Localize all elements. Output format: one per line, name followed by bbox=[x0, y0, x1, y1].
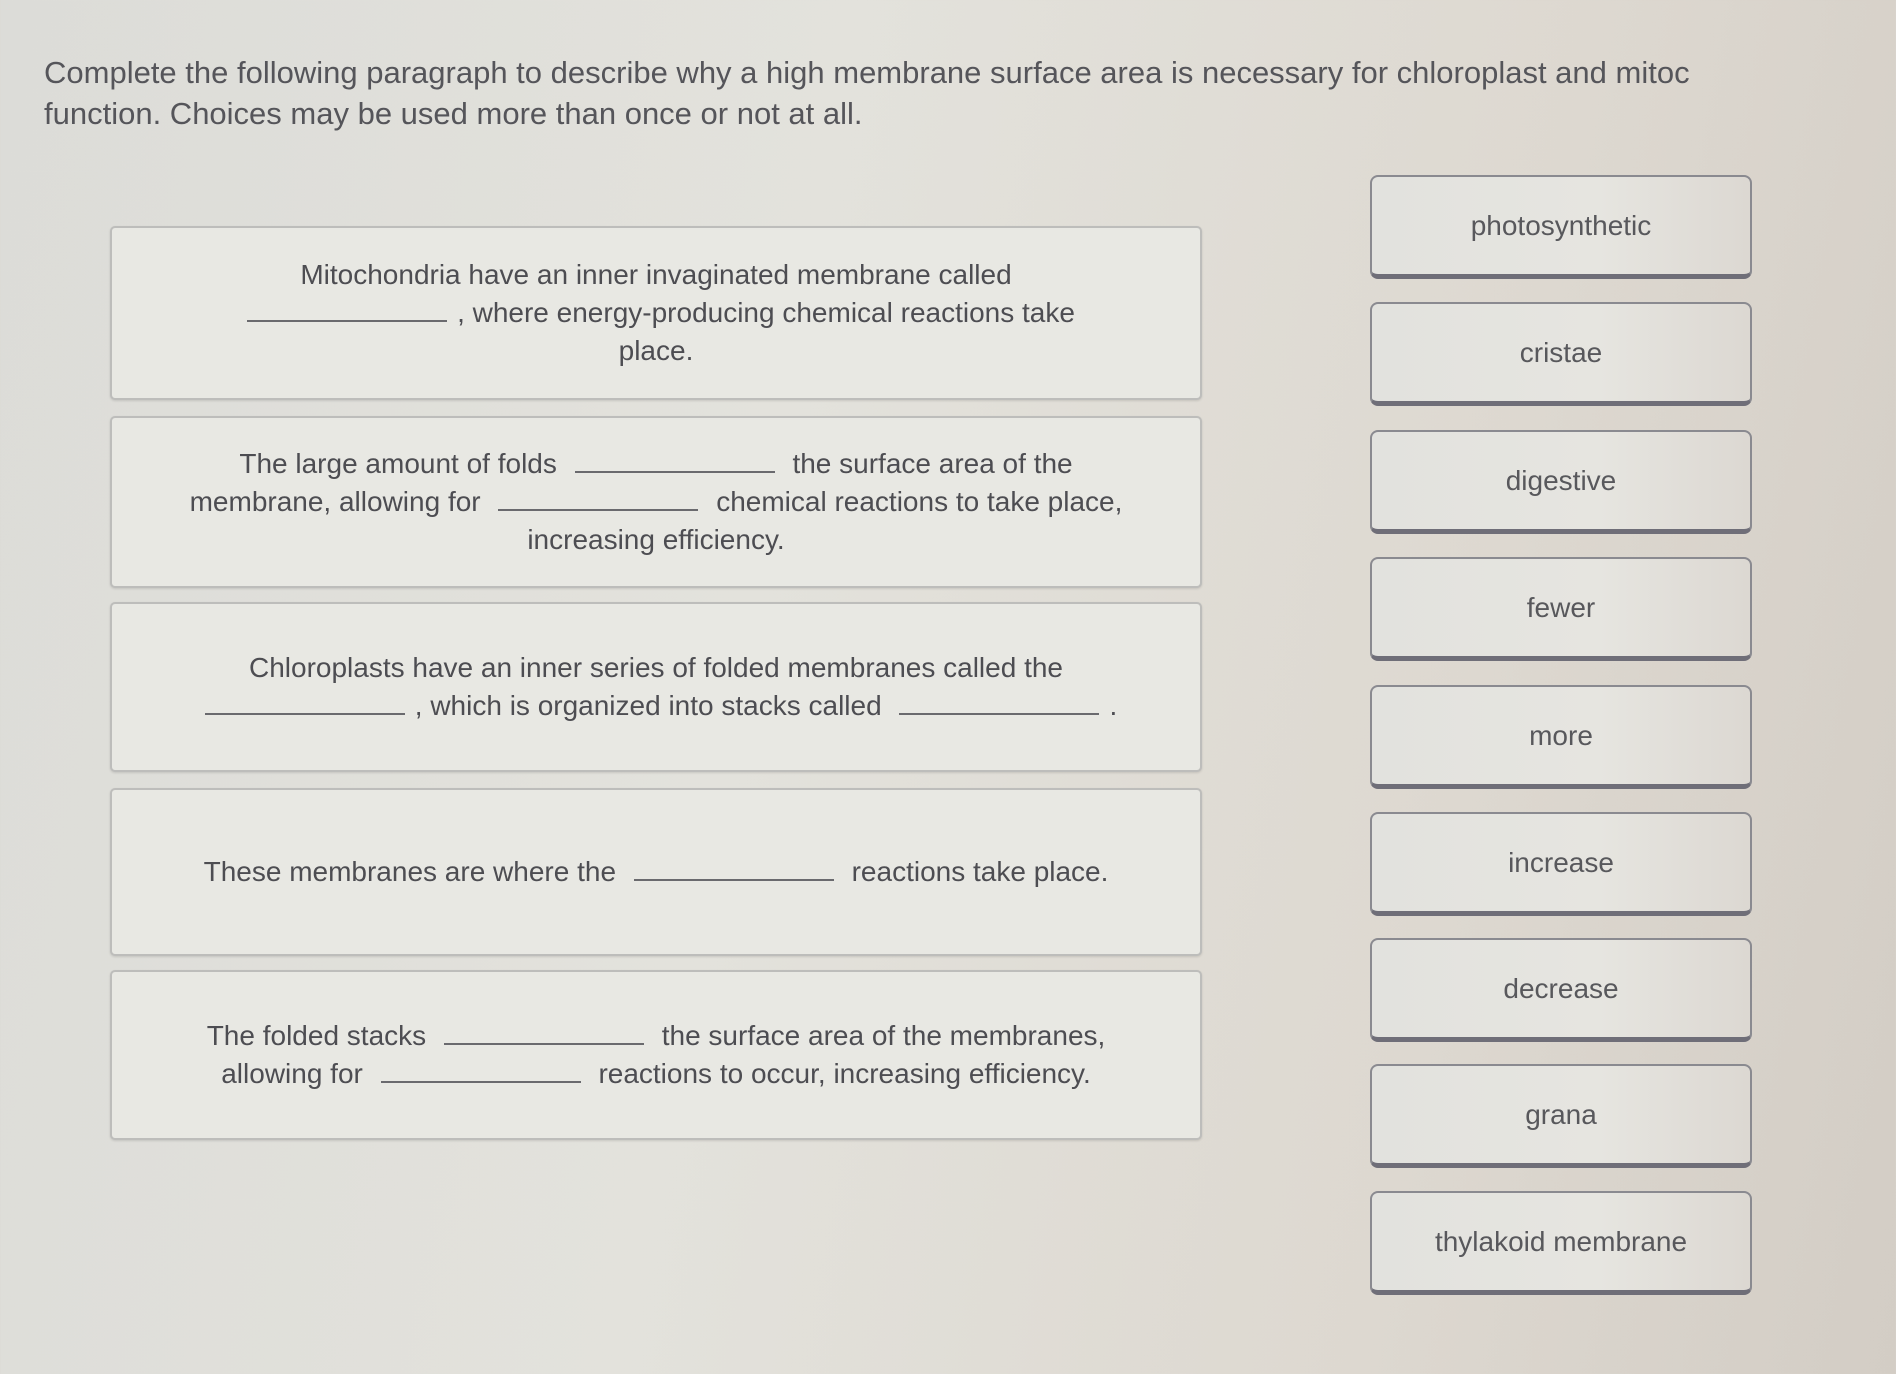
sentence-text bbox=[186, 445, 1126, 559]
sentence-segment: , which is organized into stacks called bbox=[414, 690, 882, 721]
choice-chip-fewer[interactable]: fewer bbox=[1370, 557, 1752, 661]
sentence-segment: the surface area of the membrane, allowing for bbox=[189, 448, 1073, 517]
drop-blank[interactable] bbox=[575, 447, 775, 473]
sentence-segment: . bbox=[1109, 690, 1118, 721]
choice-chip-grana[interactable]: grana bbox=[1370, 1064, 1752, 1168]
sentence-text bbox=[152, 853, 1160, 891]
sentence-box-1 bbox=[110, 226, 1202, 400]
drop-blank[interactable] bbox=[247, 296, 447, 322]
sentence-segment: Chloroplasts have an inner series of folded membranes called the bbox=[248, 652, 1063, 683]
sentence-segment: The folded stacks bbox=[206, 1020, 427, 1051]
sentence-segment: the surface area of the membranes, allowing for bbox=[221, 1020, 1106, 1089]
sentence-box-3 bbox=[110, 602, 1202, 772]
sentence-segment: Mitochondria have an inner invaginated membrane called bbox=[300, 259, 1012, 290]
sentence-text bbox=[176, 649, 1136, 725]
drop-blank[interactable] bbox=[205, 689, 405, 715]
instructions-line-1: Complete the following paragraph to describe why a high membrane surface area is necessary for chloroplast and mitoc bbox=[44, 55, 1690, 90]
sentence-segment: reactions to occur, increasing efficiency. bbox=[598, 1058, 1091, 1089]
instructions-line-2: function. Choices may be used more than once or not at all. bbox=[44, 96, 863, 131]
sentence-segment: The large amount of folds bbox=[239, 448, 557, 479]
choice-chip-thylakoid-membrane[interactable]: thylakoid membrane bbox=[1370, 1191, 1752, 1295]
drop-blank[interactable] bbox=[381, 1057, 581, 1083]
choice-chip-cristae[interactable]: cristae bbox=[1370, 302, 1752, 406]
sentence-text bbox=[206, 256, 1106, 370]
sentence-box-4 bbox=[110, 788, 1202, 956]
choice-chip-increase[interactable]: increase bbox=[1370, 812, 1752, 916]
instructions bbox=[44, 52, 1896, 134]
drop-blank[interactable] bbox=[899, 689, 1099, 715]
sentence-segment: reactions take place. bbox=[851, 856, 1109, 887]
sentence-box-5 bbox=[110, 970, 1202, 1140]
sentence-text bbox=[156, 1017, 1156, 1093]
drop-blank[interactable] bbox=[498, 485, 698, 511]
drop-blank[interactable] bbox=[634, 855, 834, 881]
choice-chip-digestive[interactable]: digestive bbox=[1370, 430, 1752, 534]
choice-chip-more[interactable]: more bbox=[1370, 685, 1752, 789]
sentence-segment: , where energy-producing chemical reactions take place. bbox=[457, 297, 1075, 366]
sentence-segment: chemical reactions to take place, increasing efficiency. bbox=[527, 486, 1123, 555]
drop-blank[interactable] bbox=[444, 1019, 644, 1045]
sentence-segment: These membranes are where the bbox=[203, 856, 617, 887]
sentence-box-2 bbox=[110, 416, 1202, 588]
choice-chip-photosynthetic[interactable]: photosynthetic bbox=[1370, 175, 1752, 279]
choice-chip-decrease[interactable]: decrease bbox=[1370, 938, 1752, 1042]
